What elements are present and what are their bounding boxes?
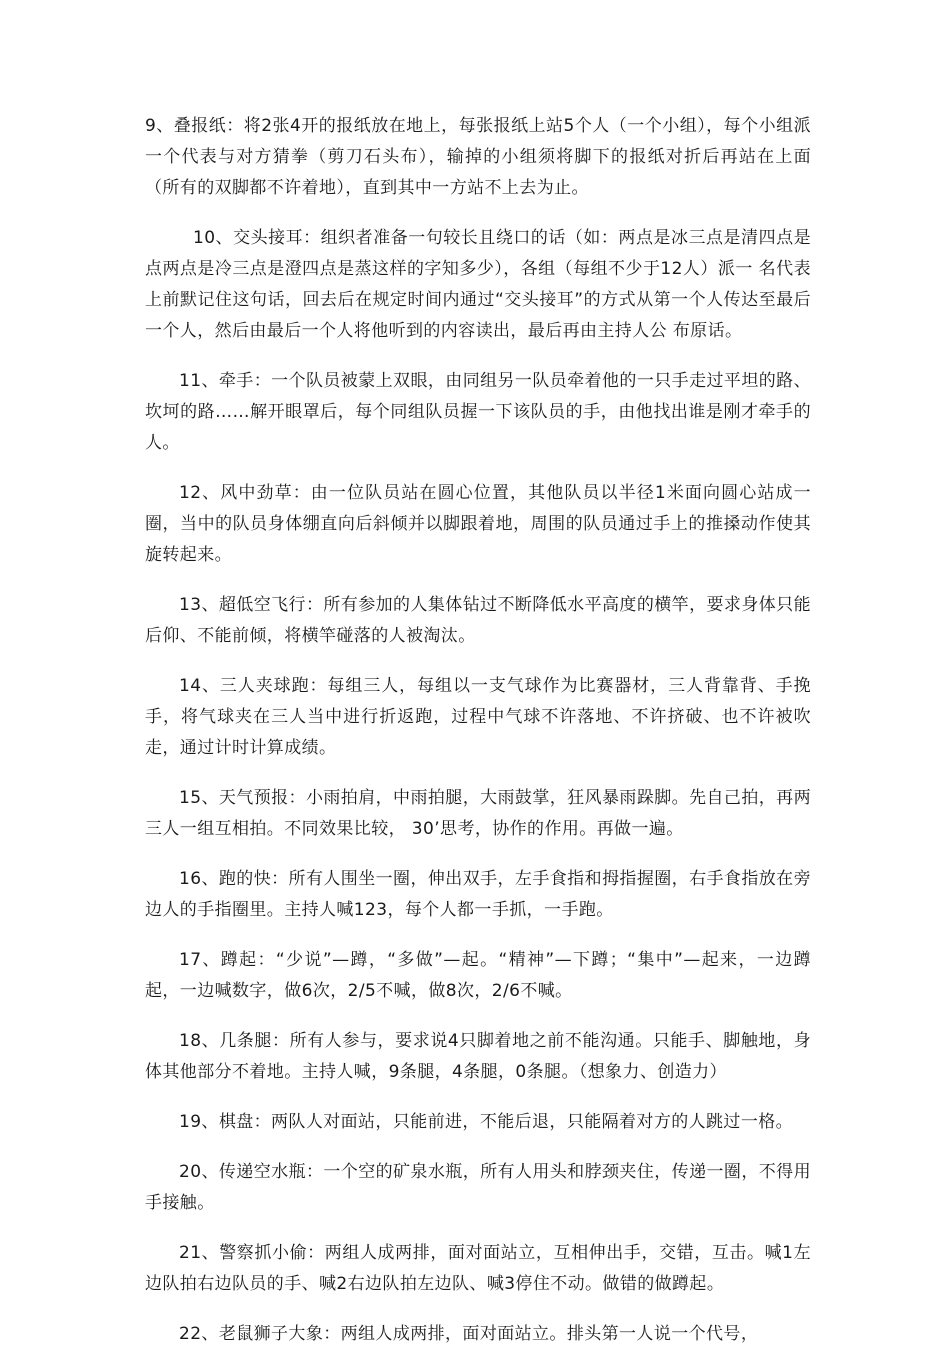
- paragraph-item-21: 21、警察抓小偷：两组人成两排，面对面站立，互相伸出手，交错，互击。喊1左边队拍右边队员的手、喊2右边队拍左边队、喊3停住不动。做错的做蹲起。: [145, 1243, 811, 1294]
- paragraph-item-17: 17、蹲起：“少说”—蹲，“多做”—起。“精神”—下蹲；“集中”—起来，一边蹲起，一边喊数字，做6次，2/5不喊，做8次，2/6不喊。: [145, 950, 811, 1001]
- paragraph-item-10: 10、交头接耳：组织者准备一句较长且绕口的话（如：两点是冰三点是清四点是点两点是冷三点是澄四点是蒸这样的字知多少），各组（每组不少于12人）派一 名代表上前默记住这句话，回去后在规定时间内通过“交头接耳”的方式从第一个人传达至最后一个人，然后由最后一个人将他听到的内容读出，最后再由主持人公 布原话。: [145, 228, 811, 341]
- paragraph-item-22: 22、老鼠狮子大象：两组人成两排，面对面站立。排头第一人说一个代号，: [179, 1324, 759, 1344]
- paragraph-item-16: 16、跑的快：所有人围坐一圈，伸出双手，左手食指和拇指握圈，右手食指放在旁边人的手指圈里。主持人喊123，每个人都一手抓，一手跑。: [145, 869, 811, 920]
- paragraph-item-20: 20、传递空水瓶：一个空的矿泉水瓶，所有人用头和脖颈夹住，传递一圈，不得用手接触。: [145, 1162, 811, 1213]
- paragraph-item-14: 14、三人夹球跑：每组三人，每组以一支气球作为比赛器材，三人背靠背、手挽手，将气球夹在三人当中进行折返跑，过程中气球不许落地、不许挤破、也不许被吹走，通过计时计算成绩。: [145, 676, 811, 758]
- paragraph-item-15: 15、天气预报：小雨拍肩，中雨拍腿，大雨鼓掌，狂风暴雨跺脚。先自己拍，再两三人一组互相拍。不同效果比较， 30’思考，协作的作用。再做一遍。: [145, 788, 811, 839]
- document-page: [145, 111, 811, 1369]
- paragraph-item-19: 19、棋盘：两队人对面站，只能前进，不能后退，只能隔着对方的人跳过一格。: [179, 1112, 794, 1132]
- paragraph-item-18: 18、几条腿：所有人参与，要求说4只脚着地之前不能沟通。只能手、脚触地，身体其他部分不着地。主持人喊，9条腿，4条腿，0条腿。（想象力、创造力）: [145, 1031, 811, 1082]
- paragraph-item-11: 11、牵手：一个队员被蒙上双眼，由同组另一队员牵着他的一只手走过平坦的路、坎坷的路……解开眼罩后，每个同组队员握一下该队员的手，由他找出谁是刚才牵手的人。: [145, 371, 811, 453]
- paragraph-item-13: 13、超低空飞行：所有参加的人集体钻过不断降低水平高度的横竿，要求身体只能后仰、不能前倾，将横竿碰落的人被淘汰。: [145, 595, 811, 646]
- paragraph-item-12: 12、风中劲草：由一位队员站在圆心位置，其他队员以半径1米面向圆心站成一圈，当中的队员身体绷直向后斜倾并以脚跟着地，周围的队员通过手上的推搡动作使其旋转起来。: [145, 483, 811, 565]
- paragraph-item-9: 9、叠报纸：将2张4开的报纸放在地上，每张报纸上站5个人（一个小组），每个小组派一个代表与对方猜拳（剪刀石头布），输掉的小组须将脚下的报纸对折后再站在上面（所有的双脚都不许着地），直到其中一方站不上去为止。: [145, 116, 811, 198]
